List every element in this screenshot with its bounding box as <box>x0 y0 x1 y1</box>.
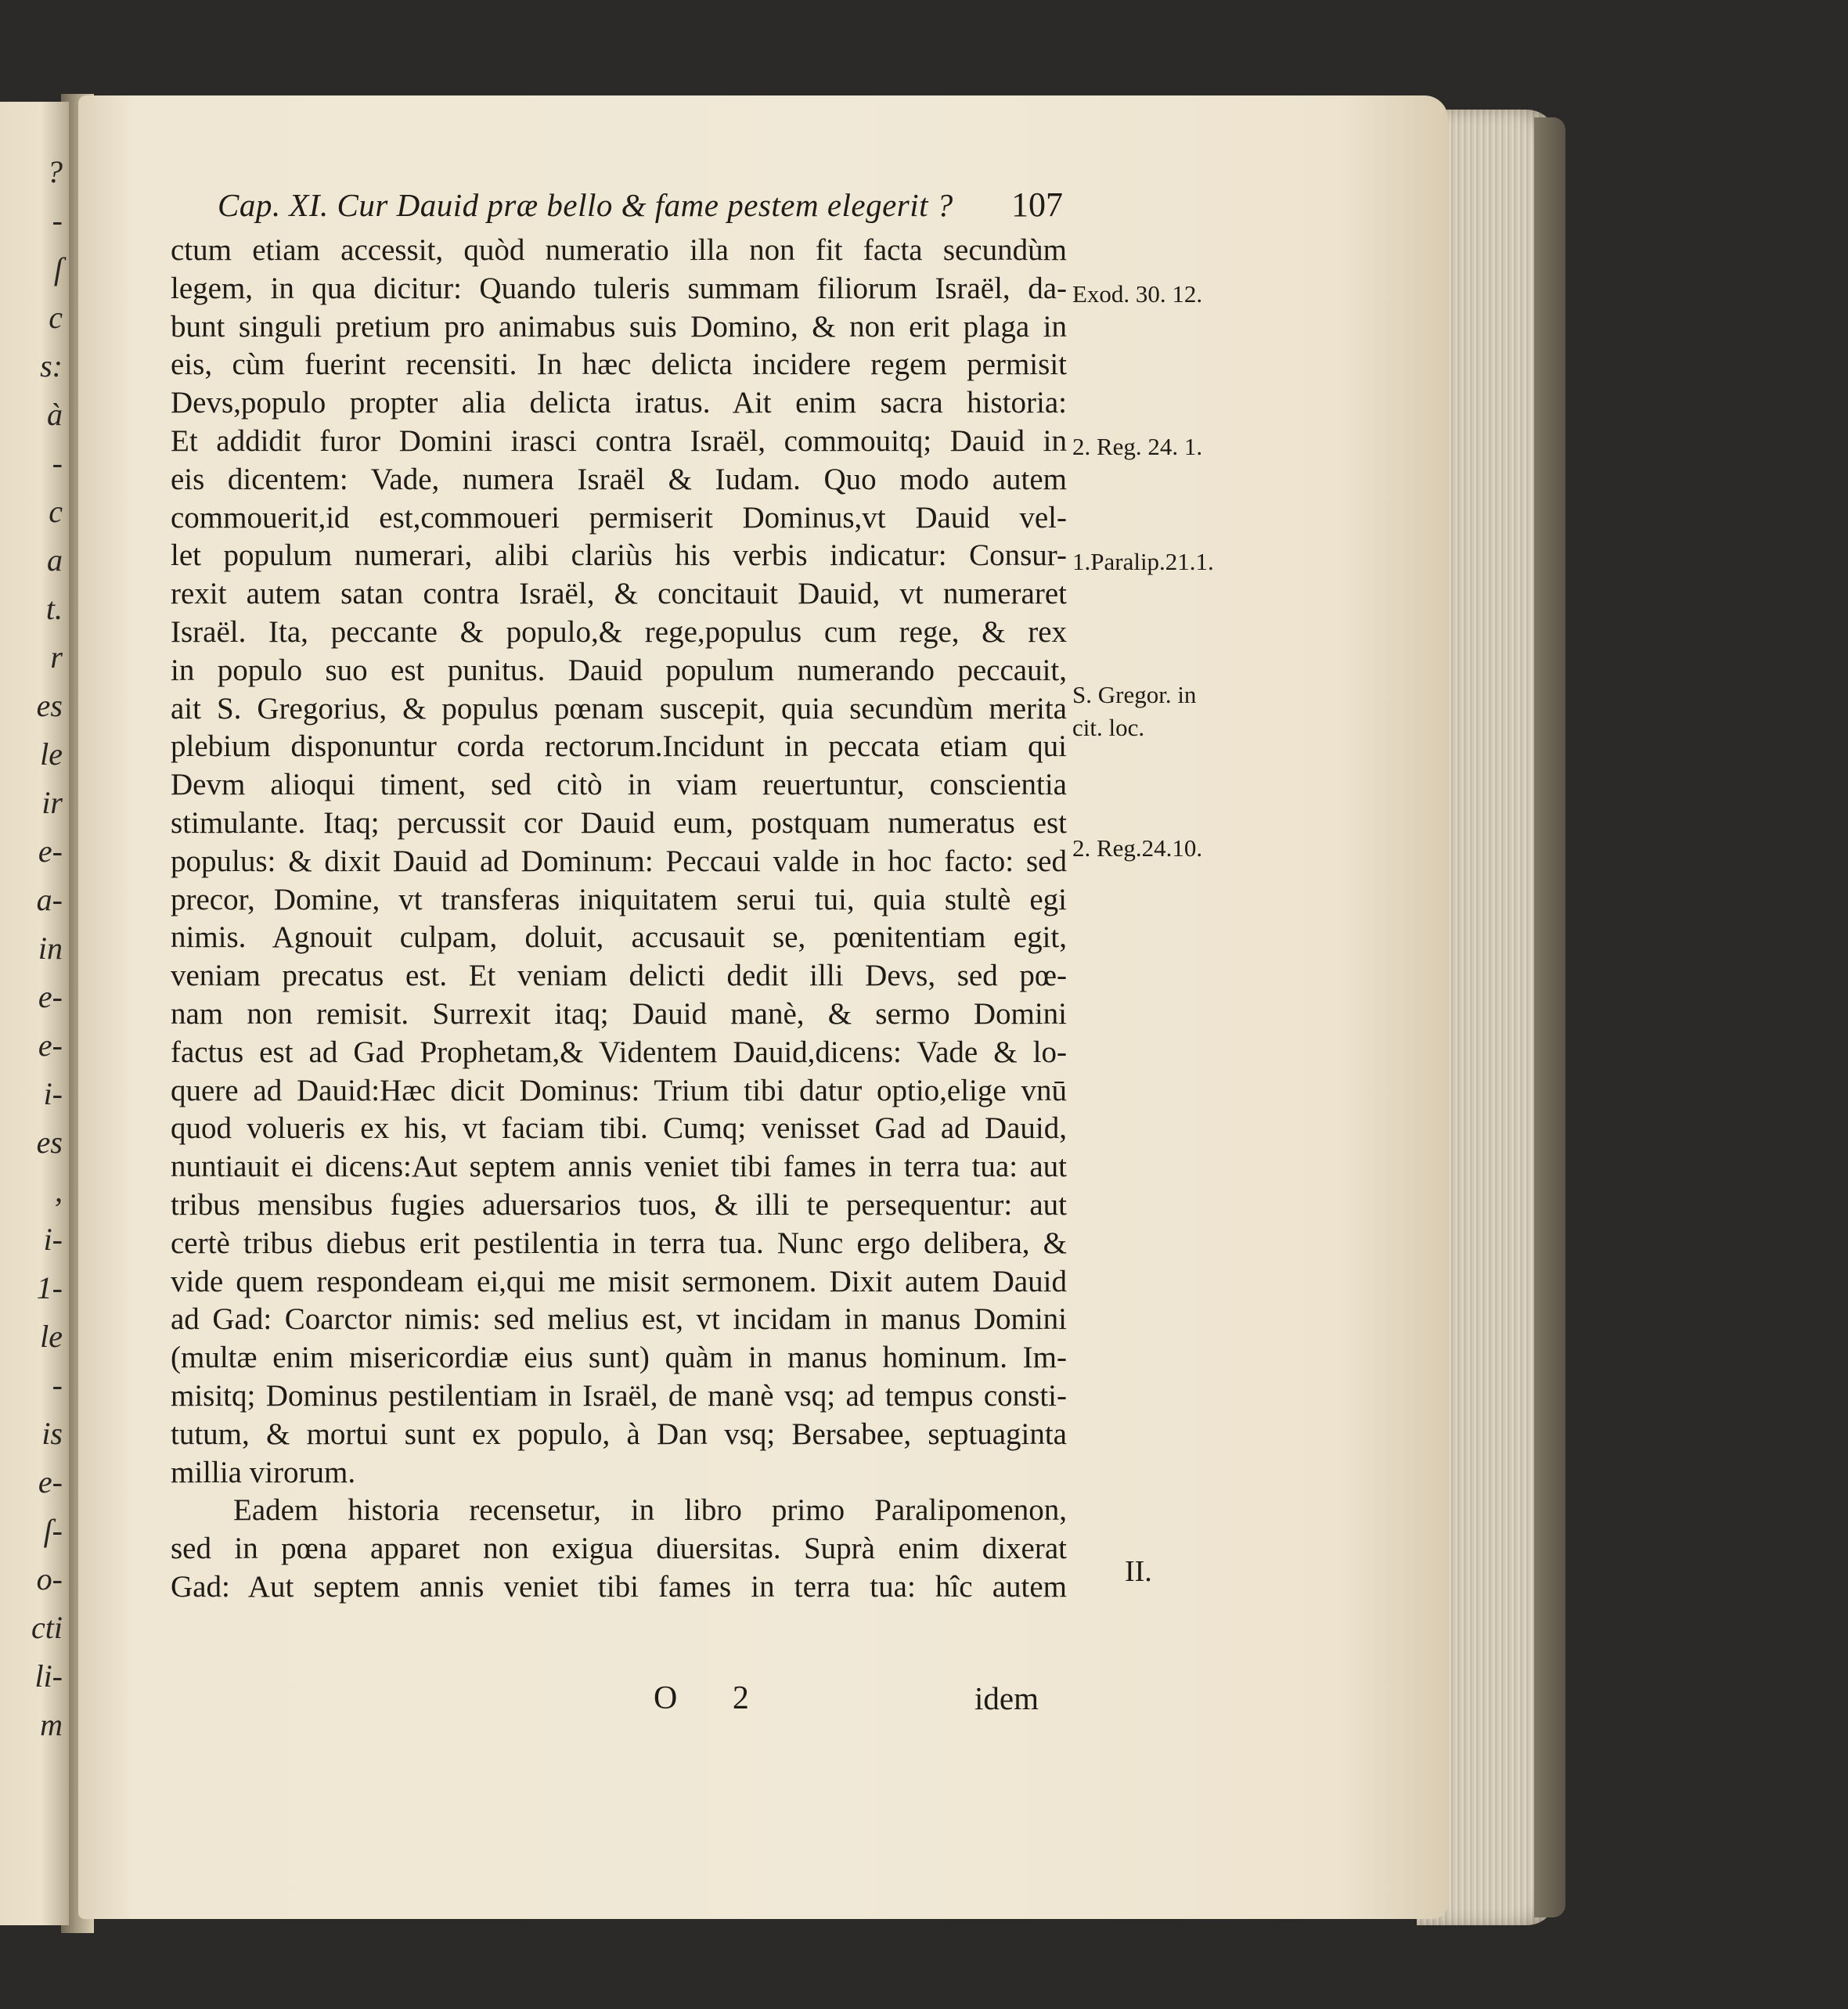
facing-page-fragment: e- <box>38 833 63 869</box>
facing-page-fragment: a- <box>36 882 63 917</box>
text-line: sed in pœna apparet non exigua diuersitas. Suprà enim dixerat <box>171 1532 1067 1566</box>
margin-note: S. Gregor. in <box>1072 681 1197 708</box>
margin-note: 1.Paralip.21.1. <box>1072 548 1214 575</box>
text-line: certè tribus diebus erit pestilentia in terra tua. Nunc ergo delibera, & <box>171 1226 1067 1260</box>
facing-page-fragment: es <box>36 688 63 723</box>
text-line: vide quem respondeam ei,qui me misit sermonem. Dixit autem Dauid <box>171 1264 1067 1298</box>
text-line: quod volueris ex his, vt faciam tibi. Cumq; venisset Gad ad Dauid, <box>171 1111 1067 1146</box>
text-line: rexit autem satan contra Israël, & concitauit Dauid, vt numeraret <box>171 577 1067 611</box>
margin-note: cit. loc. <box>1072 714 1145 741</box>
margin-note: 2. Reg. 24. 1. <box>1072 433 1203 460</box>
facing-page-fragment: es <box>36 1125 63 1160</box>
text-line: tribus mensibus fugies aduersarios tuos, & illi te persequentur: aut <box>171 1187 1067 1222</box>
text-line: misitq; Dominus pestilentiam in Israël, de manè vsq; ad tempus consti- <box>171 1378 1067 1413</box>
page-number: 107 <box>1011 185 1063 224</box>
text-line: eis, cùm fuerint recensiti. In hæc delicta incidere regem permisit <box>171 347 1067 382</box>
body-text <box>171 232 1067 1607</box>
text-line: let populum numerari, alibi clariùs his verbis indicatur: Consur- <box>171 538 1067 573</box>
facing-page-fragment: a <box>47 542 63 578</box>
text-line: Et addidit furor Domini irasci contra Israël, commouitq; Dauid in <box>171 423 1067 458</box>
facing-page-fragment: - <box>52 445 63 481</box>
facing-page-fragment: in <box>38 931 63 966</box>
facing-page-fragment: m <box>40 1707 63 1742</box>
facing-page-fragment: à <box>47 397 63 432</box>
text-line: ait S. Gregorius, & populus pœnam suscepit, quia secundùm merita <box>171 691 1067 725</box>
margin-note: 2. Reg.24.10. <box>1072 834 1203 862</box>
facing-page-fragment: ir <box>41 785 63 820</box>
facing-page-fragment: ſ <box>53 251 63 286</box>
facing-page-fragment: c <box>49 300 63 335</box>
text-line: legem, in qua dicitur: Quando tuleris summam filiorum Israël, da- <box>171 271 1067 305</box>
text-line: stimulante. Itaq; percussit cor Dauid eum, postquam numeratus est <box>171 805 1067 840</box>
facing-page-fragment: 1- <box>36 1270 63 1305</box>
text-line: (multæ enim misericordiæ eius sunt) quàm in manus hominum. Im- <box>171 1341 1067 1375</box>
text-line: Gad: Aut septem annis veniet tibi fames in terra tua: hîc autem <box>171 1569 1067 1604</box>
facing-page-fragment: is <box>41 1416 63 1451</box>
facing-page-fragment: e- <box>38 979 63 1014</box>
facing-page-fragment: e- <box>38 1028 63 1063</box>
text-line: plebium disponuntur corda rectorum.Incidunt in peccata etiam qui <box>171 729 1067 764</box>
text-line: Israël. Ita, peccante & populo,& rege,populus cum rege, & rex <box>171 614 1067 649</box>
text-line: Eadem historia recensetur, in libro primo Paralipomenon, <box>233 1493 1067 1528</box>
facing-page-fragment: - <box>52 203 63 238</box>
text-line: ctum etiam accessit, quòd numeratio illa non fit facta secundùm <box>171 233 1067 267</box>
text-line: precor, Domine, vt transferas iniquitatem serui tui, quia stultè egi <box>171 882 1067 916</box>
facing-page-fragment: , <box>55 1173 63 1208</box>
text-line: nam non remisit. Surrexit itaq; Dauid manè, & sermo Domini <box>171 996 1067 1031</box>
facing-page-fragment: ? <box>47 154 63 189</box>
facing-page-fragment: e- <box>38 1464 63 1500</box>
facing-page-fragment: ſ- <box>43 1513 63 1548</box>
facing-page-fragment: le <box>40 736 63 772</box>
facing-page-fragment: - <box>52 1367 63 1402</box>
text-line: eis dicentem: Vade, numera Israël & Iudam. Quo modo autem <box>171 462 1067 496</box>
margin-note: Exod. 30. 12. <box>1072 280 1203 308</box>
text-line: bunt singuli pretium pro animabus suis Domino, & non erit plaga in <box>171 309 1067 344</box>
text-line: ad Gad: Coarctor nimis: sed melius est, vt incidam in manus Domini <box>171 1302 1067 1337</box>
section-number: II. <box>1125 1555 1152 1588</box>
facing-page-edge <box>0 102 69 1925</box>
text-line: tutum, & mortui sunt ex populo, à Dan vsq; Bersabee, septuaginta <box>171 1417 1067 1451</box>
facing-page-fragment: c <box>49 494 63 529</box>
catchword: idem <box>974 1680 1039 1716</box>
text-line: populus: & dixit Dauid ad Dominum: Peccaui valde in hoc facto: sed <box>171 844 1067 878</box>
facing-page-fragment: o- <box>36 1561 63 1597</box>
text-line: nimis. Agnouit culpam, doluit, accusauit se, pœnitentiam egit, <box>171 920 1067 955</box>
text-line: veniam precatus est. Et veniam delicti dedit illi Devs, sed pœ- <box>171 959 1067 993</box>
facing-page-fragment: le <box>40 1319 63 1354</box>
page-header <box>218 185 1063 225</box>
text-line: commouerit,id est,commoueri permiserit Dominus,vt Dauid vel- <box>171 500 1067 535</box>
text-line: nuntiauit ei dicens:Aut septem annis veniet tibi fames in terra tua: aut <box>171 1150 1067 1184</box>
facing-page-fragment: r <box>50 639 63 675</box>
signature-mark: O 2 <box>654 1680 773 1716</box>
text-line: millia virorum. <box>171 1455 356 1489</box>
text-line: Devm alioqui timent, sed citò in viam reuertuntur, conscientia <box>171 768 1067 802</box>
text-line: in populo suo est punitus. Dauid populum numerando peccauit, <box>171 653 1067 687</box>
facing-page-fragment: i- <box>43 1222 63 1257</box>
text-line: factus est ad Gad Prophetam,& Videntem Dauid,dicens: Vade & lo- <box>171 1035 1067 1069</box>
text-line: Devs,populo propter alia delicta iratus. Ait enim sacra historia: <box>171 386 1067 420</box>
facing-page-fragment: t. <box>45 591 63 626</box>
running-head: Cap. XI. Cur Dauid præ bello & fame pestem elegerit ? <box>218 187 953 223</box>
facing-page-fragment: li- <box>34 1658 63 1694</box>
facing-page-fragment: i- <box>43 1076 63 1111</box>
cover-board <box>1534 117 1565 1917</box>
text-line: quere ad Dauid:Hæc dicit Dominus: Trium tibi datur optio,elige vnū <box>171 1073 1067 1107</box>
facing-page-fragment: cti <box>31 1610 63 1645</box>
facing-page-fragment: s: <box>40 348 63 383</box>
